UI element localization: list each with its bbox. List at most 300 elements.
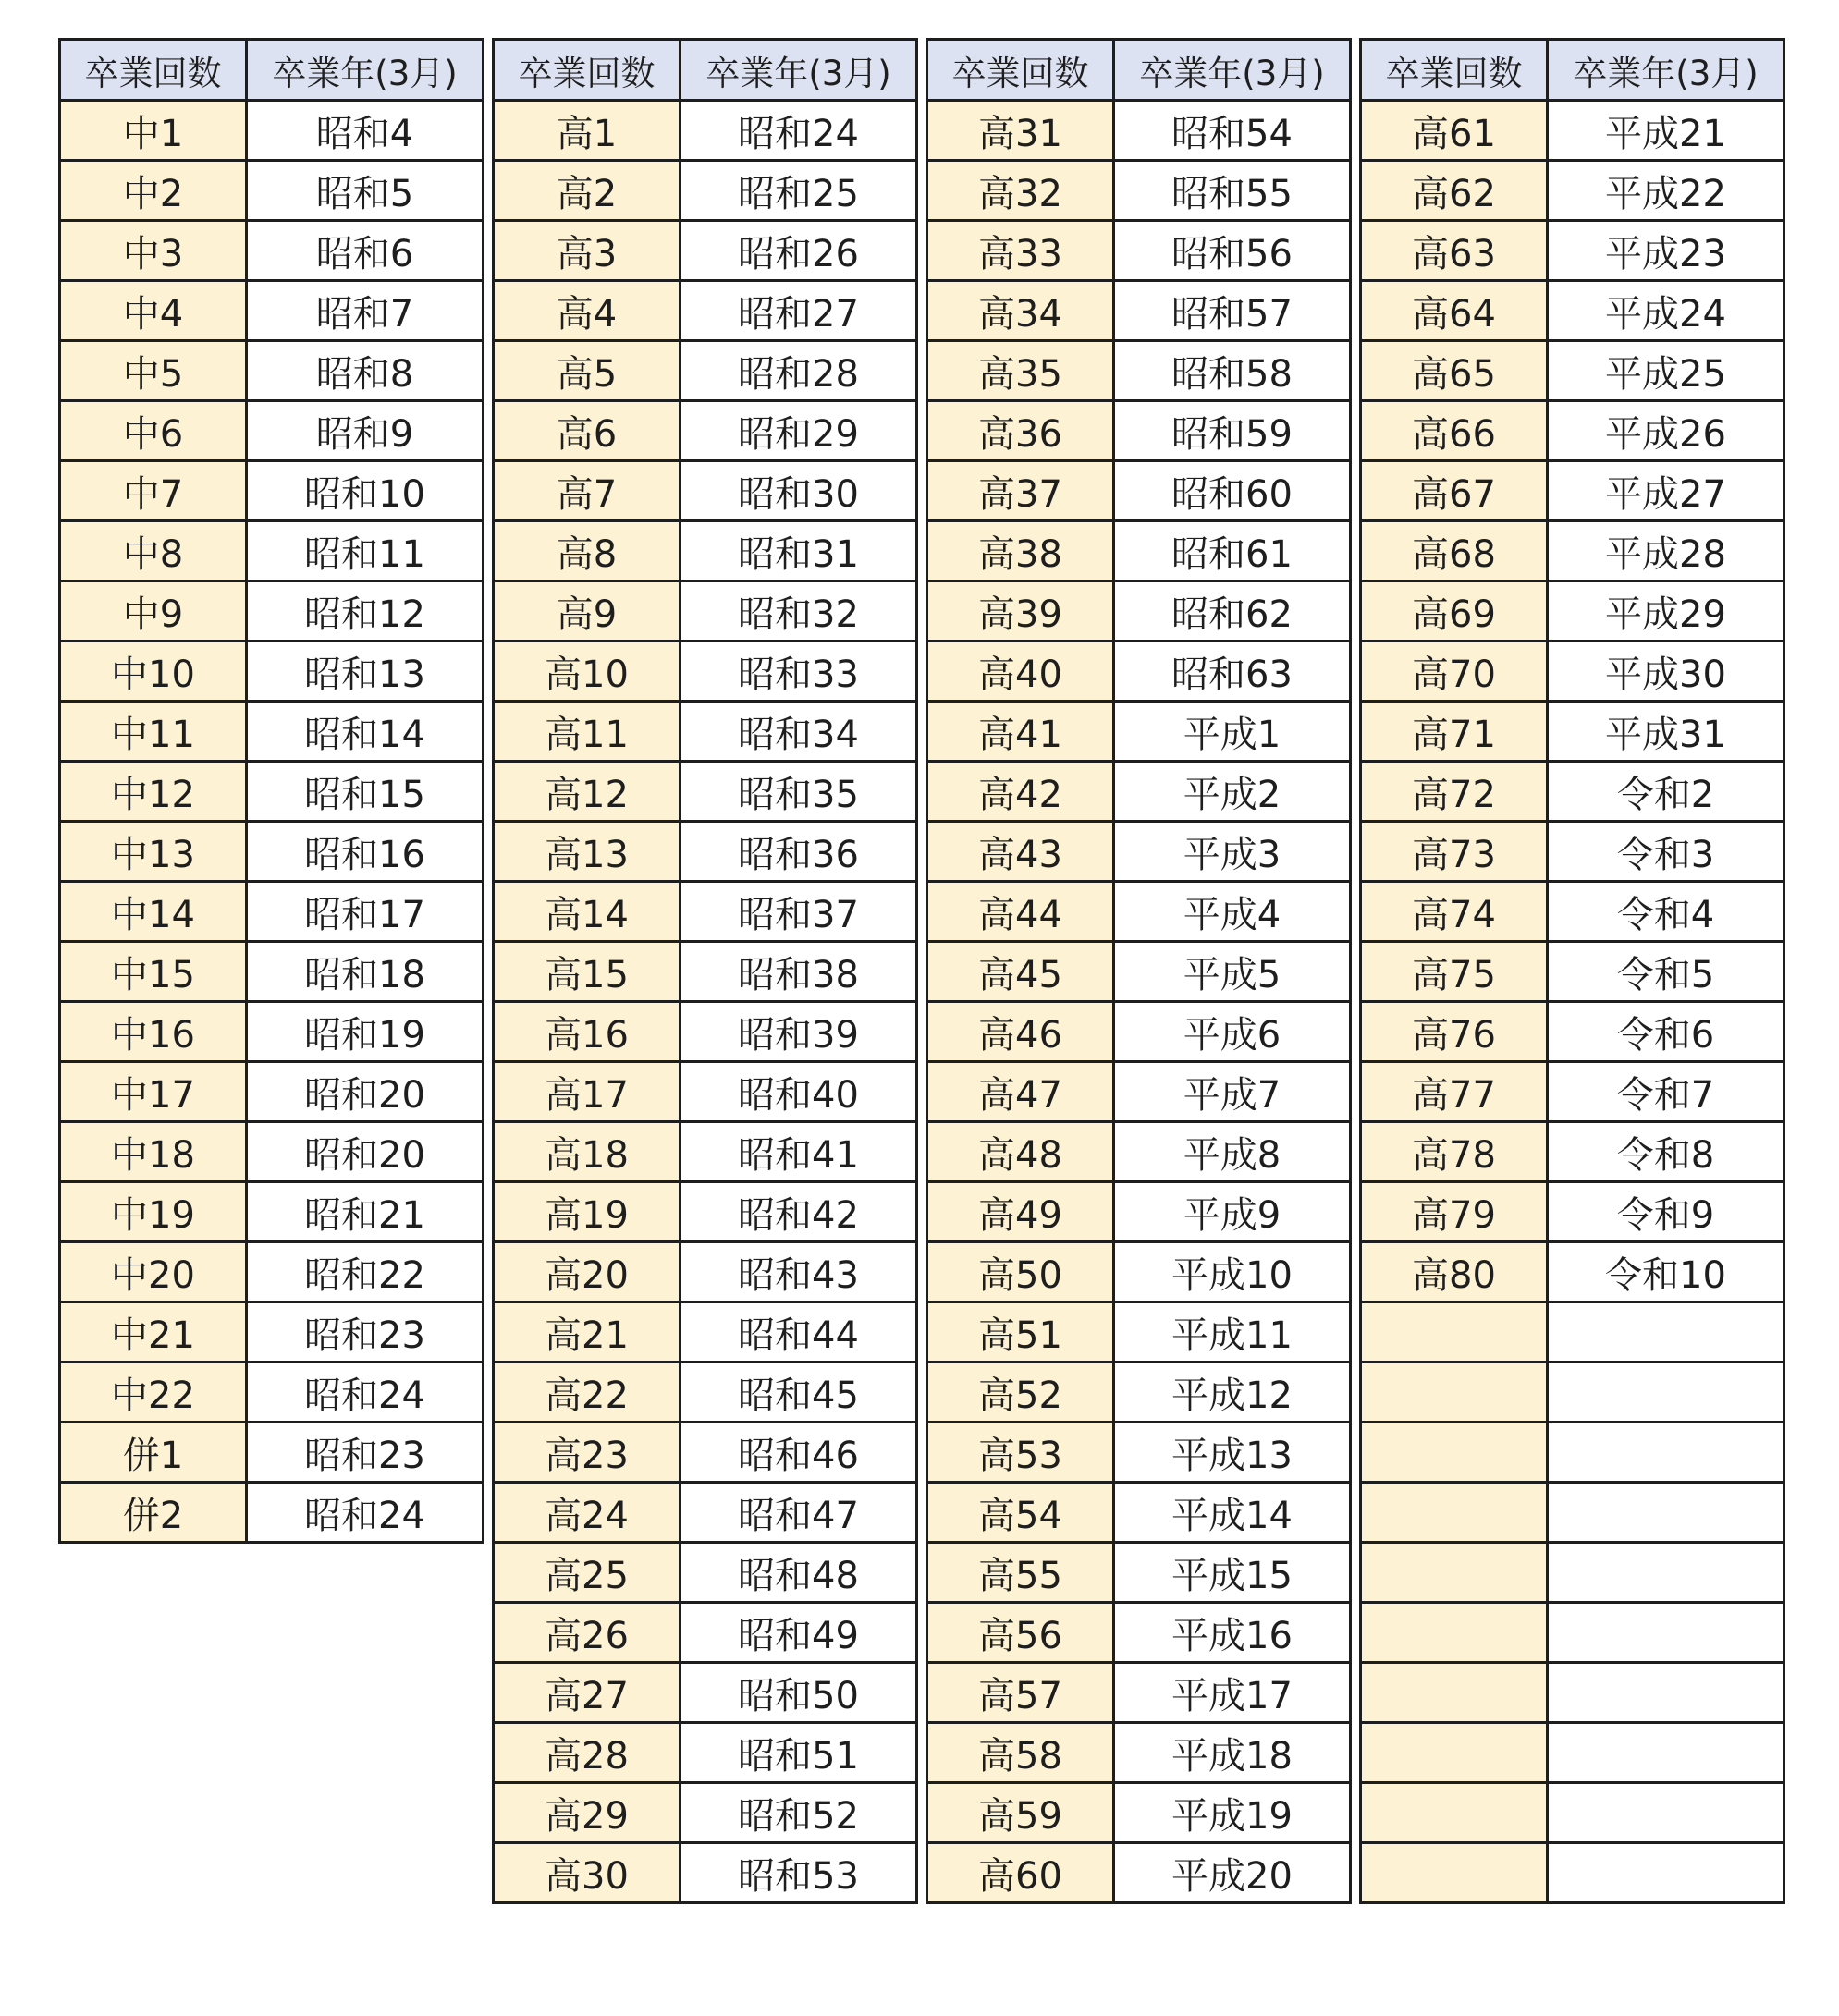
table-row [927,461,1351,521]
graduation-year-cell: 昭和54 [1114,101,1351,161]
header-row [60,40,484,101]
graduation-count-cell: 高29 [494,1783,680,1843]
graduation-year-cell: 昭和31 [680,521,917,581]
graduation-year-cell: 昭和62 [1114,581,1351,641]
table-row [1361,1002,1784,1062]
graduation-year-cell [1548,1843,1784,1903]
graduation-count-cell: 高71 [1361,702,1548,762]
header-row [494,40,917,101]
graduation-year-cell: 昭和33 [680,641,917,702]
table-row [1361,702,1784,762]
graduation-year-cell [1548,1603,1784,1663]
graduation-count-cell: 高26 [494,1603,680,1663]
graduation-count-cell: 高9 [494,581,680,641]
graduation-year-cell: 昭和14 [247,702,484,762]
graduation-count-cell: 中14 [60,882,247,942]
table-row [927,161,1351,221]
graduation-year-cell: 昭和24 [247,1362,484,1423]
table-row [494,521,917,581]
graduation-year-cell: 昭和20 [247,1062,484,1122]
graduation-count-cell: 高21 [494,1302,680,1362]
table-row [494,1663,917,1723]
table-row [60,1423,484,1483]
table-row [494,1062,917,1122]
graduation-count-cell: 高42 [927,762,1114,822]
graduation-count-cell [1361,1843,1548,1903]
graduation-year-cell: 平成30 [1548,641,1784,702]
graduation-count-cell: 高22 [494,1362,680,1423]
table-row [494,1182,917,1242]
graduation-year-cell: 昭和29 [680,401,917,461]
graduation-year-cell: 昭和50 [680,1663,917,1723]
graduation-year-cell: 平成19 [1114,1783,1351,1843]
graduation-year-cell: 平成24 [1548,281,1784,341]
graduation-year-cell: 昭和21 [247,1182,484,1242]
graduation-year-cell [1548,1723,1784,1783]
graduation-year-cell: 昭和22 [247,1242,484,1302]
table-row [927,281,1351,341]
graduation-count-cell: 高23 [494,1423,680,1483]
graduation-year-cell [1548,1543,1784,1603]
graduation-count-cell: 高28 [494,1723,680,1783]
graduation-year-cell: 平成9 [1114,1182,1351,1242]
table-row [1361,1362,1784,1423]
table-row [927,1182,1351,1242]
table-row [494,1843,917,1903]
graduation-year-table [492,38,918,1904]
graduation-count-cell: 高64 [1361,281,1548,341]
header-graduation-year: 卒業年(3月) [680,40,917,101]
table-row [927,641,1351,702]
graduation-count-cell: 高46 [927,1002,1114,1062]
table-row [60,1062,484,1122]
table-row [60,1362,484,1423]
table-row [1361,161,1784,221]
header-graduation-year: 卒業年(3月) [247,40,484,101]
graduation-year-cell: 令和3 [1548,822,1784,882]
graduation-count-cell: 中6 [60,401,247,461]
table-row [927,1362,1351,1423]
graduation-year-cell: 昭和42 [680,1182,917,1242]
graduation-count-cell: 中8 [60,521,247,581]
table-row [1361,1663,1784,1723]
graduation-year-cell: 昭和46 [680,1423,917,1483]
table-row [1361,1783,1784,1843]
table-row [60,1002,484,1062]
graduation-year-cell: 平成10 [1114,1242,1351,1302]
graduation-year-cell: 昭和53 [680,1843,917,1903]
table-row [1361,401,1784,461]
graduation-year-cell: 平成4 [1114,882,1351,942]
table-row [927,942,1351,1002]
graduation-year-cell: 平成31 [1548,702,1784,762]
graduation-year-cell: 昭和39 [680,1002,917,1062]
table-row [1361,1603,1784,1663]
table-row [927,1663,1351,1723]
graduation-count-cell: 中17 [60,1062,247,1122]
graduation-count-cell: 高44 [927,882,1114,942]
table-row [60,1483,484,1543]
table-row [494,1423,917,1483]
table-block-2 [492,38,915,1904]
graduation-year-cell: 昭和30 [680,461,917,521]
header-graduation-count: 卒業回数 [1361,40,1548,101]
graduation-count-cell: 高24 [494,1483,680,1543]
graduation-count-cell: 高14 [494,882,680,942]
table-row [1361,521,1784,581]
graduation-year-cell: 昭和24 [247,1483,484,1543]
graduation-year-cell: 昭和38 [680,942,917,1002]
graduation-count-cell: 高79 [1361,1182,1548,1242]
table-row [60,641,484,702]
graduation-year-cell: 昭和37 [680,882,917,942]
table-row [927,1603,1351,1663]
graduation-count-cell: 中1 [60,101,247,161]
graduation-year-cell: 平成27 [1548,461,1784,521]
graduation-year-cell: 昭和59 [1114,401,1351,461]
graduation-count-cell: 高33 [927,221,1114,281]
graduation-count-cell: 高10 [494,641,680,702]
graduation-year-cell: 昭和17 [247,882,484,942]
graduation-year-cell: 昭和49 [680,1603,917,1663]
table-row [494,942,917,1002]
table-row [60,702,484,762]
graduation-count-cell: 中9 [60,581,247,641]
graduation-year-cell: 昭和5 [247,161,484,221]
table-row [1361,1843,1784,1903]
table-block-1 [58,38,482,1544]
table-row [927,401,1351,461]
table-row [60,822,484,882]
graduation-count-cell: 中7 [60,461,247,521]
table-row [927,1302,1351,1362]
graduation-year-cell: 昭和7 [247,281,484,341]
graduation-year-cell: 昭和47 [680,1483,917,1543]
table-row [1361,882,1784,942]
table-row [1361,1302,1784,1362]
graduation-year-cell: 昭和63 [1114,641,1351,702]
graduation-count-cell: 中5 [60,341,247,401]
table-row [60,882,484,942]
graduation-count-cell [1361,1362,1548,1423]
graduation-year-table [926,38,1352,1904]
table-row [494,822,917,882]
graduation-year-cell: 平成3 [1114,822,1351,882]
graduation-year-cell: 昭和45 [680,1362,917,1423]
graduation-count-cell: 中3 [60,221,247,281]
graduation-year-cell: 昭和48 [680,1543,917,1603]
graduation-count-cell: 高12 [494,762,680,822]
graduation-count-cell: 高72 [1361,762,1548,822]
graduation-count-cell: 高27 [494,1663,680,1723]
graduation-count-cell: 高66 [1361,401,1548,461]
graduation-count-cell: 高6 [494,401,680,461]
graduation-count-cell: 高49 [927,1182,1114,1242]
graduation-count-cell: 中19 [60,1182,247,1242]
graduation-year-cell: 昭和23 [247,1423,484,1483]
table-row [1361,762,1784,822]
graduation-count-cell: 高54 [927,1483,1114,1543]
graduation-count-cell: 高53 [927,1423,1114,1483]
table-row [1361,1182,1784,1242]
graduation-count-cell [1361,1543,1548,1603]
graduation-year-cell: 昭和57 [1114,281,1351,341]
graduation-count-cell: 高37 [927,461,1114,521]
graduation-year-cell: 昭和4 [247,101,484,161]
table-row [494,1122,917,1182]
graduation-year-cell: 昭和8 [247,341,484,401]
graduation-count-cell: 高15 [494,942,680,1002]
graduation-count-cell: 高74 [1361,882,1548,942]
graduation-count-cell [1361,1663,1548,1723]
graduation-year-cell: 平成6 [1114,1002,1351,1062]
graduation-year-cell: 昭和26 [680,221,917,281]
graduation-count-cell: 高45 [927,942,1114,1002]
graduation-count-cell: 中13 [60,822,247,882]
graduation-year-cell [1548,1663,1784,1723]
graduation-count-cell: 中11 [60,702,247,762]
graduation-year-cell: 平成20 [1114,1843,1351,1903]
graduation-year-cell: 平成12 [1114,1362,1351,1423]
graduation-year-cell: 平成22 [1548,161,1784,221]
graduation-year-cell [1548,1783,1784,1843]
table-row [494,1002,917,1062]
graduation-count-cell: 高7 [494,461,680,521]
graduation-count-cell [1361,1483,1548,1543]
graduation-count-cell: 高18 [494,1122,680,1182]
graduation-year-cell: 昭和35 [680,762,917,822]
graduation-count-cell: 高65 [1361,341,1548,401]
graduation-count-cell [1361,1723,1548,1783]
graduation-year-cell: 昭和27 [680,281,917,341]
table-block-4 [1359,38,1783,1904]
graduation-year-cell: 平成17 [1114,1663,1351,1723]
header-graduation-count: 卒業回数 [494,40,680,101]
graduation-year-cell: 平成28 [1548,521,1784,581]
graduation-count-cell: 高69 [1361,581,1548,641]
graduation-year-cell: 昭和56 [1114,221,1351,281]
table-row [1361,1242,1784,1302]
graduation-year-cell: 昭和24 [680,101,917,161]
table-row [494,101,917,161]
graduation-year-table [1359,38,1785,1904]
table-row [60,581,484,641]
graduation-year-cell: 昭和25 [680,161,917,221]
graduation-count-cell: 高55 [927,1543,1114,1603]
graduation-count-cell: 高38 [927,521,1114,581]
graduation-year-cell: 昭和52 [680,1783,917,1843]
table-row [494,762,917,822]
graduation-count-cell: 高39 [927,581,1114,641]
graduation-year-cell: 平成2 [1114,762,1351,822]
table-row [927,221,1351,281]
graduation-year-cell: 平成18 [1114,1723,1351,1783]
table-row [1361,641,1784,702]
table-row [494,1483,917,1543]
graduation-year-cell: 昭和58 [1114,341,1351,401]
graduation-count-cell: 高40 [927,641,1114,702]
graduation-count-cell: 中16 [60,1002,247,1062]
table-row [1361,341,1784,401]
table-row [927,882,1351,942]
graduation-count-cell: 中4 [60,281,247,341]
graduation-count-cell [1361,1423,1548,1483]
graduation-year-cell: 昭和44 [680,1302,917,1362]
graduation-year-cell: 令和5 [1548,942,1784,1002]
graduation-year-cell: 昭和11 [247,521,484,581]
graduation-year-cell: 昭和10 [247,461,484,521]
graduation-count-cell: 高31 [927,101,1114,161]
graduation-count-cell: 中2 [60,161,247,221]
table-row [927,1002,1351,1062]
header-row [927,40,1351,101]
graduation-year-cell: 昭和60 [1114,461,1351,521]
graduation-count-cell: 高76 [1361,1002,1548,1062]
table-row [927,1483,1351,1543]
graduation-count-cell: 高25 [494,1543,680,1603]
graduation-year-cell: 昭和55 [1114,161,1351,221]
graduation-count-cell: 中15 [60,942,247,1002]
table-row [60,1302,484,1362]
graduation-count-cell: 高11 [494,702,680,762]
graduation-year-cell [1548,1423,1784,1483]
header-graduation-year: 卒業年(3月) [1548,40,1784,101]
graduation-count-cell: 高48 [927,1122,1114,1182]
graduation-year-cell: 平成8 [1114,1122,1351,1182]
graduation-count-cell: 高60 [927,1843,1114,1903]
graduation-year-cell: 平成5 [1114,942,1351,1002]
table-row [494,281,917,341]
table-row [60,221,484,281]
graduation-count-cell: 高57 [927,1663,1114,1723]
table-row [1361,822,1784,882]
table-row [1361,1122,1784,1182]
graduation-count-cell: 高43 [927,822,1114,882]
graduation-year-cell: 昭和12 [247,581,484,641]
graduation-year-cell: 令和8 [1548,1122,1784,1182]
graduation-count-cell: 高73 [1361,822,1548,882]
graduation-count-cell: 高63 [1361,221,1548,281]
graduation-count-cell: 高3 [494,221,680,281]
table-row [1361,1062,1784,1122]
table-row [1361,581,1784,641]
table-row [927,1122,1351,1182]
table-row [494,161,917,221]
table-row [494,1603,917,1663]
graduation-year-cell: 令和7 [1548,1062,1784,1122]
graduation-count-cell: 中18 [60,1122,247,1182]
graduation-year-cell: 昭和43 [680,1242,917,1302]
table-row [494,461,917,521]
graduation-count-cell: 高5 [494,341,680,401]
graduation-year-cell: 昭和6 [247,221,484,281]
header-graduation-year: 卒業年(3月) [1114,40,1351,101]
graduation-year-cell: 昭和51 [680,1723,917,1783]
graduation-count-cell: 高80 [1361,1242,1548,1302]
table-row [927,702,1351,762]
graduation-count-cell: 中21 [60,1302,247,1362]
graduation-count-cell: 高13 [494,822,680,882]
graduation-year-cell: 平成15 [1114,1543,1351,1603]
table-row [494,1783,917,1843]
graduation-count-cell: 高16 [494,1002,680,1062]
table-row [60,942,484,1002]
graduation-year-cell: 平成11 [1114,1302,1351,1362]
graduation-count-cell: 高58 [927,1723,1114,1783]
table-row [927,1723,1351,1783]
graduation-count-cell: 高20 [494,1242,680,1302]
table-row [927,101,1351,161]
graduation-year-cell: 昭和41 [680,1122,917,1182]
table-row [927,1423,1351,1483]
graduation-count-cell: 併2 [60,1483,247,1543]
table-row [1361,221,1784,281]
table-row [927,1783,1351,1843]
graduation-year-cell: 令和2 [1548,762,1784,822]
graduation-count-cell: 高2 [494,161,680,221]
graduation-count-cell [1361,1302,1548,1362]
table-row [927,1242,1351,1302]
graduation-year-cell: 昭和13 [247,641,484,702]
graduation-year-cell: 平成16 [1114,1603,1351,1663]
graduation-count-cell: 高47 [927,1062,1114,1122]
table-row [927,1843,1351,1903]
graduation-year-cell: 平成25 [1548,341,1784,401]
graduation-year-cell: 昭和20 [247,1122,484,1182]
graduation-count-cell: 高68 [1361,521,1548,581]
graduation-count-cell: 高1 [494,101,680,161]
graduation-year-cell: 昭和28 [680,341,917,401]
table-row [494,1543,917,1603]
graduation-count-cell [1361,1603,1548,1663]
graduation-year-cell: 昭和34 [680,702,917,762]
graduation-year-cell [1548,1362,1784,1423]
graduation-count-cell: 高4 [494,281,680,341]
table-row [494,341,917,401]
graduation-year-table [58,38,484,1544]
table-row [927,1062,1351,1122]
graduation-count-cell: 高77 [1361,1062,1548,1122]
graduation-count-cell: 併1 [60,1423,247,1483]
graduation-year-cell: 昭和18 [247,942,484,1002]
graduation-year-cell: 平成21 [1548,101,1784,161]
table-row [60,401,484,461]
graduation-year-cell: 昭和19 [247,1002,484,1062]
graduation-year-cell: 平成7 [1114,1062,1351,1122]
graduation-year-cell: 昭和61 [1114,521,1351,581]
table-row [60,281,484,341]
graduation-year-cell: 平成13 [1114,1423,1351,1483]
graduation-year-cell [1548,1302,1784,1362]
table-row [1361,461,1784,521]
header-graduation-count: 卒業回数 [927,40,1114,101]
table-row [60,461,484,521]
graduation-count-cell: 高36 [927,401,1114,461]
graduation-count-cell: 高41 [927,702,1114,762]
graduation-year-cell: 令和6 [1548,1002,1784,1062]
graduation-count-cell: 高52 [927,1362,1114,1423]
graduation-count-cell: 高61 [1361,101,1548,161]
table-row [494,581,917,641]
graduation-year-cell: 令和9 [1548,1182,1784,1242]
graduation-count-cell: 高32 [927,161,1114,221]
table-block-3 [926,38,1349,1904]
graduation-year-cell: 昭和16 [247,822,484,882]
graduation-count-cell: 高59 [927,1783,1114,1843]
graduation-year-cell: 平成26 [1548,401,1784,461]
table-row [1361,101,1784,161]
table-row [1361,281,1784,341]
